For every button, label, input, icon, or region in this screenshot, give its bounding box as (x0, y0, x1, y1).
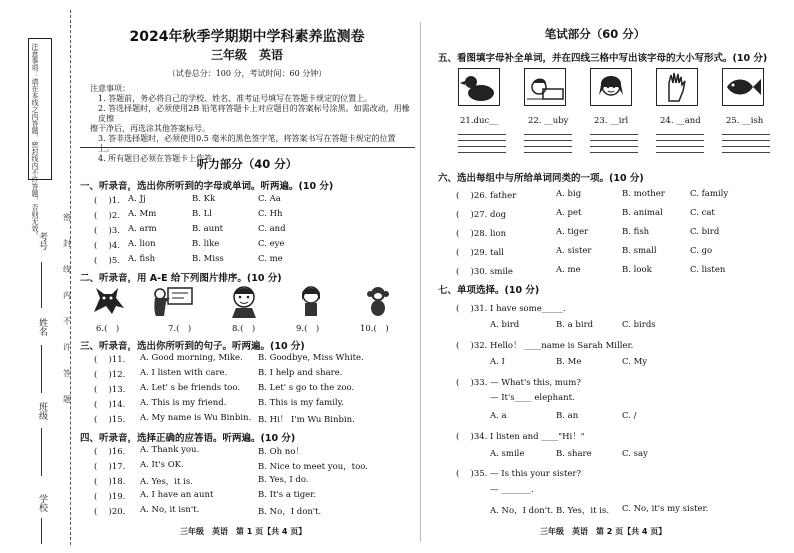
notes-item: 2. 答选择题时，必须使用2B 铅笔将答题卡上对应题目的答案标号涂黑。如需改动，用橡皮擦 (98, 104, 410, 123)
option-b: B. Kk (192, 194, 216, 204)
option-c: C. go (690, 246, 713, 256)
picture-answer[interactable]: 6.( ) (96, 324, 120, 334)
option-c: C. / (622, 411, 637, 421)
part4-title: 四、听录音，选择正确的应答语。听两遍。(10 分) (80, 433, 296, 444)
fill-item[interactable]: 24. __and (660, 116, 701, 126)
option-a: A. lion (128, 239, 156, 249)
seal-char: 线 (63, 265, 71, 274)
option-a: A. Thank you. (140, 445, 200, 455)
seal-char: 不 (63, 317, 71, 326)
question-number[interactable]: ( )28. lion (456, 229, 507, 239)
listening-title: 听力部分（40 分） (196, 157, 298, 171)
question-line2: — _______. (490, 485, 534, 495)
question-number[interactable]: ( )12. (94, 370, 126, 380)
option-a: A. sister (556, 246, 592, 256)
option-c: C. listen (690, 265, 726, 275)
option-b: B. Me (556, 357, 582, 367)
fill-item[interactable]: 23. __irl (594, 116, 629, 126)
fill-item[interactable]: 21.duc__ (460, 116, 498, 126)
question-number[interactable]: ( )19. (94, 492, 126, 502)
question-stem[interactable]: ( )31. I have some_____. (456, 304, 566, 314)
question-stem[interactable]: ( )34. I listen and ____"Hi！" (456, 432, 585, 442)
option-b: B. Ll (192, 209, 213, 219)
option-a: A. No，I don't. (490, 506, 554, 516)
option-b: B. Yes, I do. (258, 475, 309, 485)
question-stem[interactable]: ( )35. — Is this your sister? (456, 469, 582, 479)
option-b: B. aunt (192, 224, 224, 234)
question-number[interactable]: ( )14. (94, 400, 126, 410)
boy-sleeping-icon (525, 69, 565, 105)
seal-char: 内 (63, 291, 71, 300)
question-number[interactable]: ( )20. (94, 507, 126, 517)
question-number[interactable]: ( )26. father (456, 191, 517, 201)
option-a: A. I (490, 357, 505, 367)
option-b: B. Nice to meet you，too. (258, 462, 368, 472)
binding-note-box (28, 38, 52, 239)
question-number[interactable]: ( )16. (94, 447, 126, 457)
part2-title: 二、听录音，用 A-E 给下列图片排序。(10 分) (80, 273, 282, 284)
option-b: B. look (622, 265, 652, 275)
girl-face-icon (591, 69, 631, 105)
option-a: A. Jj (128, 194, 146, 204)
option-c: C. Aa (258, 194, 281, 204)
question-stem[interactable]: ( )32. Hello！ ____name is Sarah Miller. (456, 341, 634, 351)
option-c: C. bird (690, 227, 720, 237)
picture-frame (590, 68, 632, 106)
option-b: B. fish (622, 227, 650, 237)
option-c: C. and (258, 224, 286, 234)
option-a: A. My name is Wu Binbin. (140, 413, 252, 423)
notes-item: 3. 答非选择题时，必须使用0.5 毫米的黑色签字笔，将答案书写在答题卡规定的位置上。 (98, 134, 396, 153)
option-b: B. I help and share. (258, 368, 343, 378)
option-a: A. This is my friend. (140, 398, 227, 408)
monkey-icon (364, 284, 392, 318)
footer-page-2: 三年级 英语 第 2 页【共 4 页】 (540, 527, 667, 536)
option-b: B. small (622, 246, 657, 256)
option-b: B. This is my family. (258, 398, 345, 408)
question-number[interactable]: ( )4. (94, 241, 120, 251)
option-b: B. a bird (556, 320, 594, 330)
option-a: A. tiger (556, 227, 589, 237)
page-divider (420, 22, 421, 542)
binding-note: 注意事项：请在本线之内答题，密封线内不许答题，否则无效。 (31, 43, 39, 239)
fill-item[interactable]: 22. __uby (528, 116, 569, 126)
exam-title: 2024年秋季学期期中学科素养监测卷 (129, 29, 365, 45)
binding-strip (0, 0, 74, 553)
notes-item: 擦干净后，再选涂其他答案标号。 (90, 124, 210, 133)
option-b: B. animal (622, 208, 663, 218)
question-stem[interactable]: ( )33. — What's this, mum? (456, 378, 581, 388)
question-number[interactable]: ( )3. (94, 226, 120, 236)
option-a: A. arm (128, 224, 157, 234)
picture-answer[interactable]: 8.( ) (232, 324, 256, 334)
option-a: A. fish (128, 254, 156, 264)
option-b: B. an (556, 411, 579, 421)
option-b: B. It's a tiger. (258, 490, 317, 500)
number-label: 考号 (37, 232, 47, 250)
name-line (41, 345, 42, 393)
option-a: A. pet (556, 208, 582, 218)
option-c: C. eye (258, 239, 285, 249)
part1-title: 一、听录音，选出你所听到的字母或单词。听两遍。(10 分) (80, 181, 334, 192)
option-b: B. Let' s go to the zoo. (258, 383, 355, 393)
part5-title: 五、看图填字母补全单词，并在四线三格中写出该字母的大小写形式。(10 分) (438, 53, 768, 64)
picture-answer[interactable]: 9.( ) (296, 324, 320, 334)
option-a: A. No, it isn't. (140, 505, 200, 515)
option-c: C. family (690, 189, 729, 199)
option-b: B. like (192, 239, 220, 249)
class-line (41, 428, 42, 476)
option-a: A. Let' s be friends too. (140, 383, 241, 393)
option-b: B. Yes，it is. (556, 506, 610, 516)
option-a: A. bird (490, 320, 520, 330)
notes-heading: 注意事项： (90, 84, 130, 93)
picture-frame (458, 68, 500, 106)
seal-char: 密 (63, 213, 71, 222)
question-number[interactable]: ( )2. (94, 211, 120, 221)
picture-frame (524, 68, 566, 106)
seal-char: 封 (63, 239, 71, 248)
girl-icon (296, 284, 326, 318)
picture-answer[interactable]: 10.( ) (360, 324, 389, 334)
option-c: C. me (258, 254, 283, 264)
question-number[interactable]: ( )30. smile (456, 267, 513, 277)
part6-title: 六、选出每组中与所给单词同类的一项。(10 分) (438, 173, 644, 184)
option-b: B. Goodbye, Miss White. (258, 353, 364, 363)
option-a: A. Yes，it is. (140, 477, 193, 487)
option-a: A. a (490, 411, 507, 421)
option-c: C. cat (690, 208, 715, 218)
question-number[interactable]: ( )5. (94, 256, 120, 266)
option-b: B. share (556, 449, 592, 459)
question-number[interactable]: ( )13. (94, 385, 126, 395)
duck-icon (459, 69, 499, 105)
question-number[interactable]: ( )11. (94, 355, 126, 365)
notes-divider (80, 147, 415, 148)
option-b: B. Miss (192, 254, 224, 264)
option-a: A. Good morning, Mike. (140, 353, 243, 363)
question-number[interactable]: ( )29. tall (456, 248, 504, 258)
picture-frame (656, 68, 698, 106)
option-b: B. mother (622, 189, 665, 199)
question-number[interactable]: ( )18. (94, 477, 126, 487)
option-c: C. No, it's my sister. (622, 504, 709, 514)
question-number[interactable]: ( )1. (94, 196, 120, 206)
option-a: A. big (556, 189, 582, 199)
class-label: 班级 (37, 402, 47, 420)
seal-char: 答 (63, 369, 71, 378)
written-title: 笔试部分（60 分） (544, 27, 646, 41)
seal-char: 题 (63, 395, 71, 404)
option-a: A. It's OK. (140, 460, 184, 470)
school-label: 学校 (37, 494, 47, 512)
footer-page-1: 三年级 英语 第 1 页【共 4 页】 (180, 527, 307, 536)
fox-icon (90, 284, 128, 316)
seal-dashed-line (70, 10, 71, 545)
picture-frame (722, 68, 764, 106)
question-number[interactable]: ( )15. (94, 415, 126, 425)
school-line (41, 518, 42, 544)
notes-item: 1. 答题前，务必将自己的学校、姓名、准考证号填写在答题卡规定的位置上。 (98, 94, 373, 103)
part3-title: 三、听录音，选出你所听到的句子。听两遍。(10 分) (80, 341, 305, 352)
name-label: 姓名 (37, 318, 47, 336)
exam-info: （试卷总分：100 分，考试时间：60 分钟） (167, 69, 327, 78)
option-a: A. smile (490, 449, 525, 459)
teacher-board-icon (152, 284, 194, 318)
picture-answer[interactable]: 7.( ) (168, 324, 192, 334)
option-b: B. Oh no！ (258, 447, 304, 457)
part7-title: 七、单项选择。(10 分) (438, 285, 540, 296)
option-a: A. I listen with care. (140, 368, 228, 378)
hand-icon (657, 69, 697, 105)
option-a: A. Mm (128, 209, 157, 219)
option-c: C. Hh (258, 209, 283, 219)
fill-item[interactable]: 25. __ish (726, 116, 764, 126)
question-number[interactable]: ( )27. dog (456, 210, 507, 220)
exam-subtitle: 三年级 英语 (210, 48, 283, 62)
option-b: B. No，I don't. (258, 507, 322, 517)
option-a: A. me (556, 265, 581, 275)
option-c: C. say (622, 449, 648, 459)
notes-block (90, 84, 410, 164)
question-line2: — It's____ elephant. (490, 393, 575, 403)
notes-item: 4. 所有题目必须在答题卡上作答。 (98, 154, 221, 163)
man-face-icon (226, 284, 262, 318)
option-a: A. I have an aunt (140, 490, 214, 500)
fish-icon (723, 69, 763, 105)
option-c: C. birds (622, 320, 656, 330)
number-line (41, 262, 42, 308)
question-number[interactable]: ( )17. (94, 462, 126, 472)
option-b: B. Hi！ I'm Wu Binbin. (258, 415, 355, 425)
option-c: C. My (622, 357, 648, 367)
seal-char: 许 (63, 343, 71, 352)
